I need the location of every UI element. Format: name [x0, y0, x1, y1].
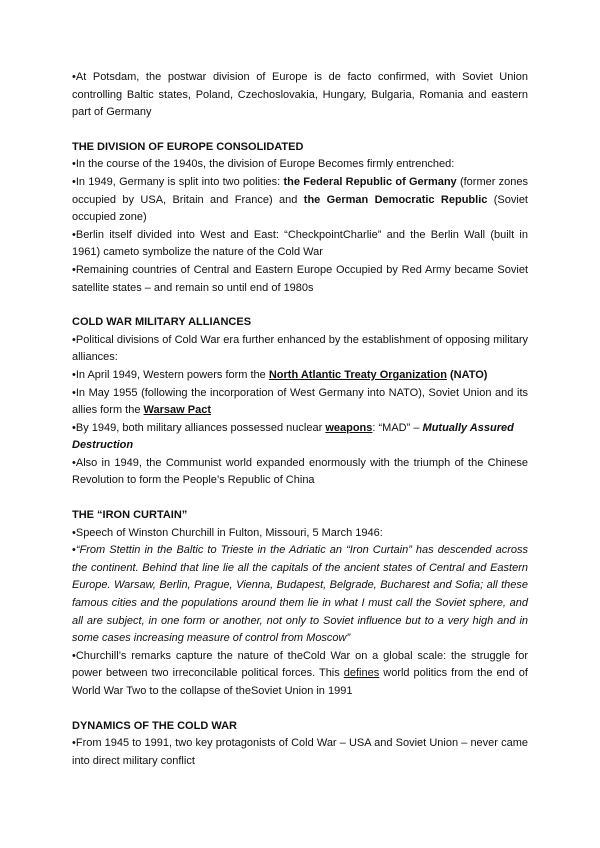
section-division-of-europe [72, 139, 528, 297]
bullet-warsaw-pact: •In May 1955 (following the incorporation of West Germany into NATO), Soviet Union and its allies form the Warsaw Pact [72, 386, 528, 417]
bullet-germany-split: •In 1949, Germany is split into two polities: the Federal Republic of Germany (former zones occupied by USA, Britain and France) and the German Democratic Republic (Soviet occupied zone) [72, 175, 528, 224]
bullet-berlin: •Berlin itself divided into West and East: “CheckpointCharlie” and the Berlin Wall (built in 1961) cameto symbolize the nature of the Cold War [72, 228, 528, 259]
bullet-nuclear: •By 1949, both military alliances possessed nuclear weapons: “MAD” – Mutually Assured Destruction [72, 421, 514, 452]
bullet-satellite-states: •Remaining countries of Central and Eastern Europe Occupied by Red Army became Soviet satellite states – and remain so until end of 1980s [72, 263, 528, 294]
section-heading: THE “IRON CURTAIN” [72, 509, 188, 522]
bullet-nato: •In April 1949, Western powers form the North Atlantic Treaty Organization (NATO) [72, 368, 488, 381]
bullet-churchill-remarks: •Churchill’s remarks capture the nature of theCold War on a global scale: the struggle for power between two irreconcilable political forces. This defines world politics from the end of World War Two to the collapse of theSoviet Union in 1991 [72, 649, 528, 697]
bullet-opposing-alliances: •Political divisions of Cold War era further enhanced by the establishment of opposing military alliances: [72, 333, 528, 364]
section-iron-curtain [72, 507, 528, 701]
section-dynamics [72, 718, 528, 771]
bullet-1940s: •In the course of the 1940s, the division of Europe Becomes firmly entrenched: [72, 158, 455, 171]
section-heading: COLD WAR MILITARY ALLIANCES [72, 316, 252, 329]
defines-link[interactable]: defines [343, 667, 380, 680]
bullet-chinese-revolution: •Also in 1949, the Communist world expanded enormously with the triumph of the Chinese Revolution to form the People’s Republic of China [72, 456, 528, 487]
potsdam-paragraph: •At Potsdam, the postwar division of Europe is de facto confirmed, with Soviet Union controlling Baltic states, Poland, Czechoslovakia, Hungary, Bulgaria, Romania and eastern part of Germany [72, 71, 528, 119]
nato-link[interactable]: North Atlantic Treaty Organization [268, 368, 447, 381]
section-heading: THE DIVISION OF EUROPE CONSOLIDATED [72, 140, 304, 153]
section-military-alliances [72, 314, 528, 490]
warsaw-pact-link[interactable]: Warsaw Pact [143, 404, 211, 417]
weapons-link[interactable]: weapons [325, 421, 373, 434]
bullet-quote: •“From Stettin in the Baltic to Trieste in the Adriatic an “Iron Curtain” has descended across the continent. Behind that line lie all the capitals of the ancient states of Central and Eastern Europe. Warsaw, Berlin, Prague, Vienna, Budapest, Belgrade, Bucharest and Sofia; all these famous cities and the populations around them lie in what I must call the Soviet sphere, and all are subject, in one form or another, not only to Soviet influence but to a very high and in some cases increasing measure of control from Moscow” [72, 544, 528, 645]
section-heading: DYNAMICS OF THE COLD WAR [72, 719, 237, 732]
bullet-no-direct-conflict: •From 1945 to 1991, two key protagonists of Cold War – USA and Soviet Union – never came into direct military conflict [72, 737, 528, 767]
bullet-churchill-speech: •Speech of Winston Churchill in Fulton, Missouri, 5 March 1946: [72, 526, 383, 539]
